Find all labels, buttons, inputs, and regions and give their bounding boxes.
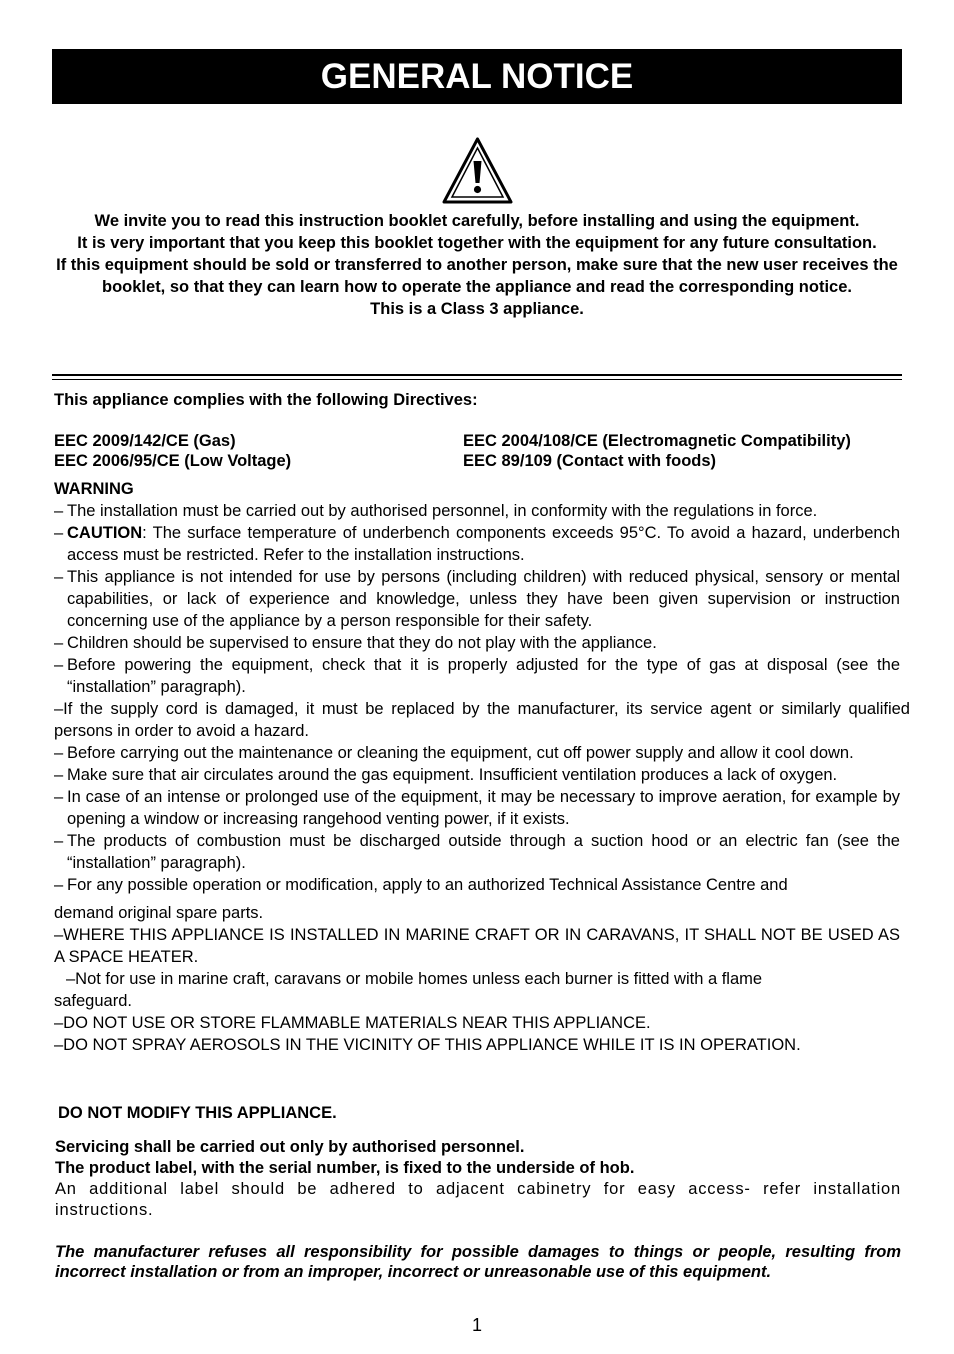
directive-emc: EEC 2004/108/CE (Electromagnetic Compatibility) [463,432,851,450]
list-dash: – [54,568,64,586]
directive-low-voltage: EEC 2006/95/CE (Low Voltage) [54,452,292,470]
service-notice [55,1137,901,1221]
caution-label: CAUTION [67,524,143,542]
divider [52,379,902,380]
list-item-text: For any possible operation or modification, apply to an authorized Technical Assistance Centre and [67,876,788,894]
list-item-continued: demand original spare parts. [54,904,264,922]
directive-gas: EEC 2009/142/CE (Gas) [54,432,236,450]
list-item: –WHERE THIS APPLIANCE IS INSTALLED IN MARINE CRAFT OR IN CARAVANS, IT SHALL NOT BE USED AS A SPACE HEATER. [54,926,900,966]
divider [52,374,902,376]
list-dash: – [54,502,64,520]
list-item [54,654,900,698]
product-label-text: The product label, with the serial number, is fixed to the underside of hob. [55,1159,635,1177]
list-dash: – [54,634,64,652]
list-dash: – [54,524,64,542]
list-item [54,566,900,632]
liability-disclaimer: The manufacturer refuses all responsibility for possible damages to things or people, resulting from incorrect installation or from an improper, incorrect or unreasonable use of this equipment. [55,1243,901,1281]
intro-transfer: If this equipment should be sold or transferred to another person, make sure that the new user receives the booklet, so that they can learn how to operate the appliance and read the corresponding notice. [56,256,898,296]
list-item-text: The products of combustion must be discharged outside through a suction hood or an electric fan (see the “installation” paragraph). [67,832,900,872]
list-item-text: In case of an intense or prolonged use of the equipment, it may be necessary to improve aeration, for example by opening a window or increasing rangehood venting power, if it exists. [67,788,900,828]
list-item-text: The installation must be carried out by authorised personnel, in conformity with the regulations in force. [67,502,818,520]
list-dash: – [54,766,64,784]
list-dash: – [54,788,64,806]
intro-class: This is a Class 3 appliance. [370,300,584,318]
list-dash: – [54,876,64,894]
list-item-text: This appliance is not intended for use by persons (including children) with reduced physical, sensory or mental capabilities, or lack of experience and knowledge, unless they have been given supervision or instruction concerning use of the appliance by a person responsible for their safety. [67,568,900,630]
page-title: GENERAL NOTICE [52,49,902,104]
list-item: –DO NOT USE OR STORE FLAMMABLE MATERIALS NEAR THIS APPLIANCE. [54,1014,651,1032]
list-item-text: Make sure that air circulates around the gas equipment. Insufficient ventilation produces a lack of oxygen. [67,766,838,784]
warning-heading: WARNING [54,480,134,498]
list-item [54,874,900,896]
directives-heading: This appliance complies with the following Directives: [54,391,478,409]
intro-read-booklet: We invite you to read this instruction booklet carefully, before installing and using the equipment. [94,212,860,230]
page-number: 1 [471,1315,482,1335]
list-item-text: : The surface temperature of underbench components exceeds 95°C. To avoid a hazard, underbench access must be restricted. Refer to the installation instructions. [67,524,900,564]
list-item [54,742,900,764]
list-dash: – [54,832,64,850]
list-item: –DO NOT SPRAY AEROSOLS IN THE VICINITY OF THIS APPLIANCE WHILE IT IS IN OPERATION. [54,1036,801,1054]
list-item [54,786,900,830]
list-item [54,830,900,874]
warning-triangle-icon [442,137,513,204]
warning-list [54,500,910,1056]
list-dash: – [54,656,64,674]
list-item-continued: safeguard. [54,992,132,1010]
list-item [54,632,900,654]
list-item [54,500,900,522]
list-dash: – [54,744,64,762]
list-item-text: Before powering the equipment, check that it is properly adjusted for the type of gas at disposal (see the “installation” paragraph). [67,656,900,696]
directive-foods: EEC 89/109 (Contact with foods) [463,452,717,470]
list-item [54,764,900,786]
list-item: –Not for use in marine craft, caravans or mobile homes unless each burner is fitted with a flame [66,970,763,988]
list-item: –If the supply cord is damaged, it must be replaced by the manufacturer, its service agent or similarly qualified persons in order to avoid a hazard. [54,700,910,740]
intro-keep-booklet: It is very important that you keep this booklet together with the equipment for any future consultation. [77,234,877,252]
list-item-text: Children should be supervised to ensure that they do not play with the appliance. [67,634,657,652]
servicing-text: Servicing shall be carried out only by authorised personnel. [55,1138,525,1156]
list-item [54,522,900,566]
list-item-text: Before carrying out the maintenance or cleaning the equipment, cut off power supply and allow it cool down. [67,744,854,762]
intro-notice [52,210,902,320]
do-not-modify-notice: DO NOT MODIFY THIS APPLIANCE. [58,1104,337,1122]
additional-label-text: An additional label should be adhered to adjacent cabinetry for easy access- refer installation instructions. [55,1180,901,1219]
